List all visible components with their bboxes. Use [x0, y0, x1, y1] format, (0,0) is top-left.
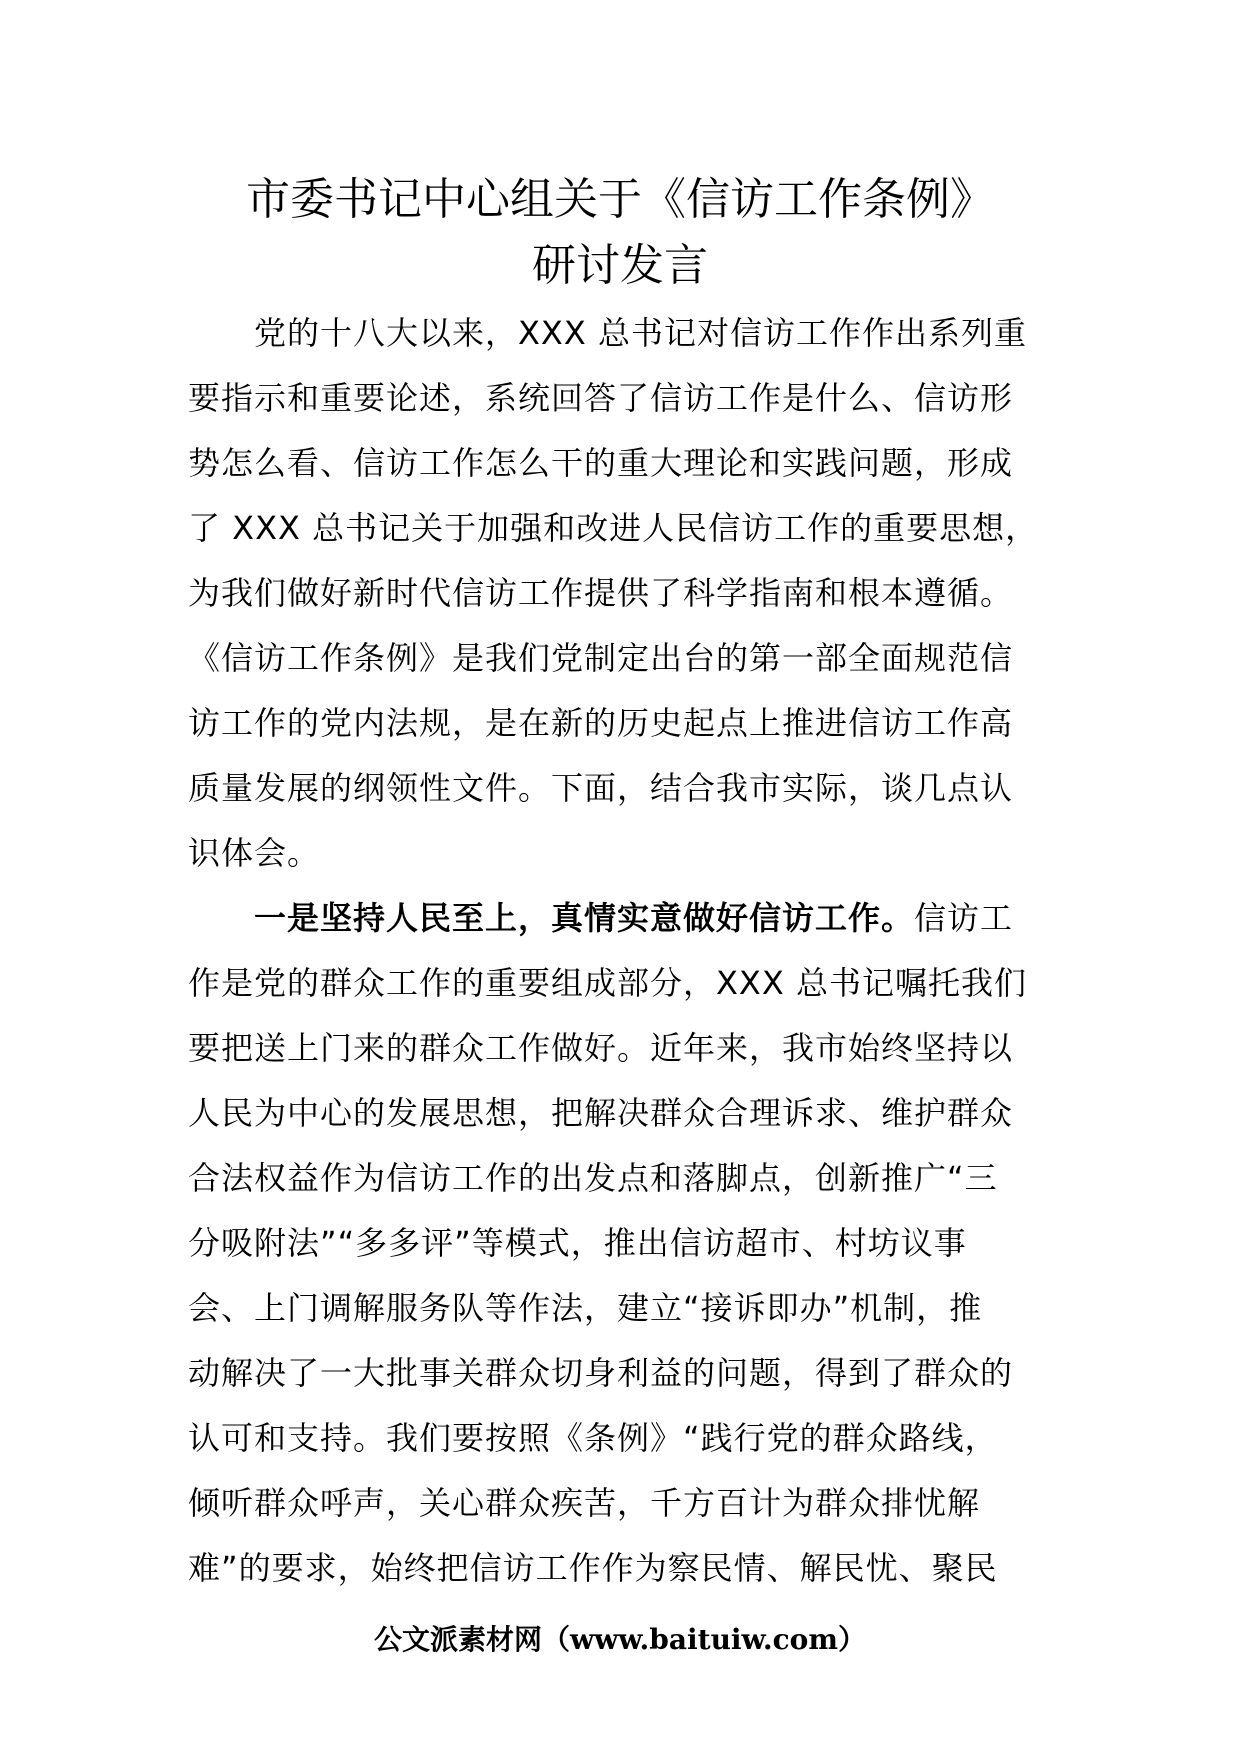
paragraph-line: 识体会。 [188, 834, 321, 872]
paragraph-line: 《信访工作条例》是我们党制定出台的第一部全面规范信 [188, 639, 1014, 677]
paragraph-line: 了 XXX 总书记关于加强和改进人民信访工作的重要思想， [188, 509, 1039, 547]
paragraph-line: 势怎么看、信访工作怎么干的重大理论和实践问题，形成 [188, 444, 1014, 482]
paragraph-line: 动解决了一大批事关群众切身利益的问题，得到了群众的 [188, 1354, 1014, 1392]
paragraph-line: 会、上门调解服务队等作法，建立“接诉即办”机制，推 [188, 1289, 983, 1327]
paragraph-first-line [188, 886, 1058, 951]
paragraph-2 [188, 886, 1058, 1601]
paragraph-line: 分吸附法”“多多评”等模式，推出信访超市、村坊议事 [188, 1224, 967, 1262]
document-title-line-2: 研讨发言 [532, 240, 708, 291]
paragraph-line: 合法权益作为信访工作的出发点和落脚点，创新推广“三 [188, 1159, 998, 1197]
paragraph-line: 认可和支持。我们要按照《条例》“践行党的群众路线， [188, 1419, 998, 1457]
paragraph-line: 为我们做好新时代信访工作提供了科学指南和根本遵循。 [188, 574, 1014, 612]
paragraph-line: 作是党的群众工作的重要组成部分，XXX 总书记嘱托我们 [188, 964, 1027, 1002]
document-title-line-1: 市委书记中心组关于《信访工作条例》 [246, 174, 994, 225]
paragraph-line: 访工作的党内法规，是在新的历史起点上推进信访工作高 [188, 704, 1014, 742]
paragraph-line: 倾听群众呼声，关心群众疾苦，千方百计为群众排忧解 [188, 1484, 981, 1522]
paragraph-1 [188, 301, 1058, 886]
paragraph-line: 要指示和重要论述，系统回答了信访工作是什么、信访形 [188, 379, 1014, 417]
first-line-rest: 信访工 [914, 899, 1014, 937]
paragraph-line: 要把送上门来的群众工作做好。近年来，我市始终坚持以 [188, 1029, 1014, 1067]
document-body [188, 301, 1058, 1601]
paragraph-line: 质量发展的纲领性文件。下面，结合我市实际，谈几点认 [188, 769, 1014, 807]
section-heading: 一是坚持人民至上，真情实意做好信访工作。 [188, 899, 915, 937]
paragraph-line: 难”的要求，始终把信访工作作为察民情、解民忧、聚民 [188, 1549, 998, 1587]
paragraph-line: 人民为中心的发展思想，把解决群众合理诉求、维护群众 [188, 1094, 1014, 1132]
paragraph-line: 党的十八大以来，XXX 总书记对信访工作作出系列重 [188, 314, 1027, 352]
footer-watermark: 公文派素材网（www.baituiw.com） [374, 1623, 866, 1656]
